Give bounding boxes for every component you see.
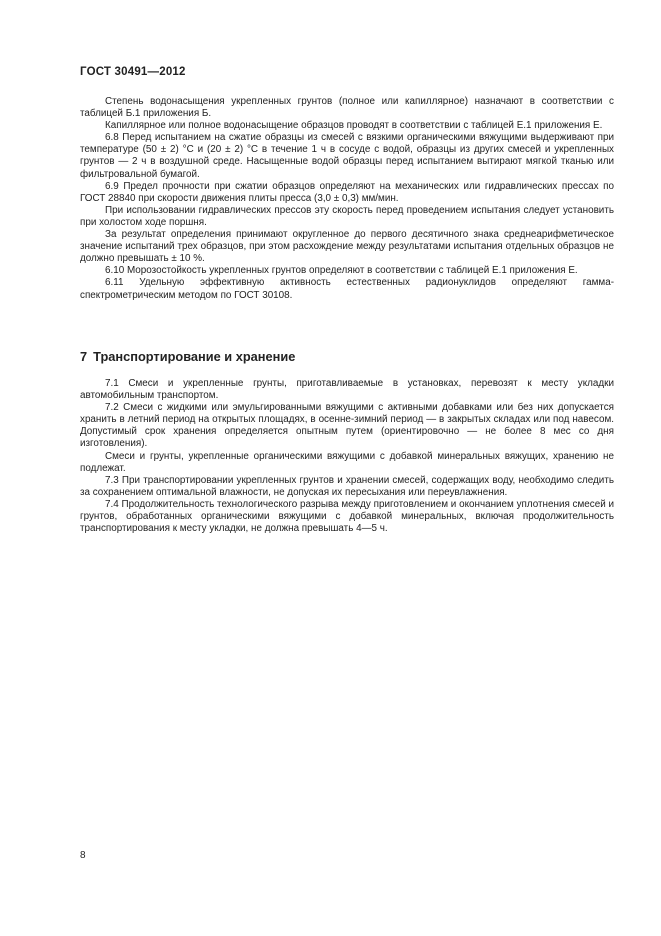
paragraph-6-9: 6.9 Предел прочности при сжатии образцов определяют на механических или гидравлических прессах по ГОСТ 28840 при скорости движения плиты пресса (3,0 ± 0,3) мм/мин. bbox=[80, 180, 614, 204]
paragraph-6-11: 6.11 Удельную эффективную активность естественных радионуклидов определяют гамма-спектрометрическим методом по ГОСТ 30108. bbox=[80, 277, 614, 301]
paragraph: Капиллярное или полное водонасыщение образцов проводят в соответствии с таблицей Е.1 приложения Е. bbox=[105, 120, 603, 132]
section-7-heading bbox=[80, 349, 295, 364]
standard-header: ГОСТ 30491—2012 bbox=[80, 66, 186, 78]
paragraph-6-8: 6.8 Перед испытанием на сжатие образцы из смесей с вязкими органическими вяжущими выдерживают при температуре (50 ± 2) °С и (20 ± 2) °С в течение 1 ч в сосуде с водой, образцы из других смесей и укрепленных грунтов — 2 ч в воздушной среде. Насыщенные водой образцы перед испытанием вытирают мягкой тканью или фильтровальной бумагой. bbox=[80, 132, 614, 180]
paragraph-7-1: 7.1 Смеси и укрепленные грунты, приготавливаемые в установках, перевозят к месту укладки автомобильным транспортом. bbox=[80, 378, 614, 402]
paragraph-7-2: 7.2 Смеси с жидкими или эмульгированными вяжущими с активными добавками или без них допускается хранить в летний период на открытых площадях, в осенне-зимний период — в закрытых складах или под навесом. Допустимый срок хранения определяется опытным путем (ориентировочно — не более 8 мес со дня изготовления). bbox=[80, 402, 614, 450]
paragraph-7-4: 7.4 Продолжительность технологического разрыва между приготовлением и окончанием уплотнения смесей и грунтов, обработанных органическими вяжущими с добавкой минеральных, включая продолжительность транспортирования к месту укладки, не должна превышать 4—5 ч. bbox=[80, 498, 614, 535]
paragraph-7-3: 7.3 При транспортировании укрепленных грунтов и хранении смесей, содержащих воду, необходимо следить за сохранением оптимальной влажности, не допуская их пересыхания или переувлажнения. bbox=[80, 474, 614, 498]
page-number: 8 bbox=[80, 850, 86, 861]
section-title: Транспортирование и хранение bbox=[93, 349, 296, 364]
paragraph: При использовании гидравлических прессов эту скорость перед проведением испытания следует установить при холостом ходе поршня. bbox=[80, 204, 614, 228]
paragraph: Смеси и грунты, укрепленные органическими вяжущими с добавкой минеральных вяжущих, хранению не подлежат. bbox=[80, 450, 614, 474]
section-6-body bbox=[80, 96, 614, 302]
paragraph: За результат определения принимают округленное до первого десятичного знака среднеарифметическое значение испытаний трех образцов, при этом расхождение между результатами испытания отдельных образцов не должно превышать ± 10 %. bbox=[80, 229, 614, 265]
section-number: 7 bbox=[80, 349, 88, 364]
paragraph: Степень водонасыщения укрепленных грунтов (полное или капиллярное) назначают в соответствии с таблицей Б.1 приложения Б. bbox=[80, 96, 614, 120]
paragraph-6-10: 6.10 Морозостойкость укрепленных грунтов определяют в соответствии с таблицей Е.1 приложения Е. bbox=[105, 265, 578, 277]
section-7-body bbox=[80, 378, 614, 535]
